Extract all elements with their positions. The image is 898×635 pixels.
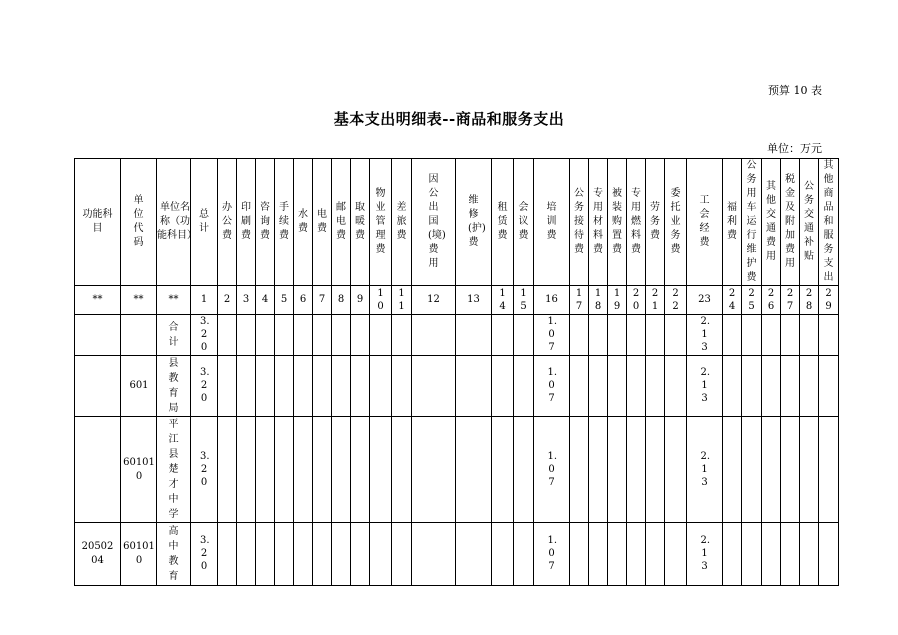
empty-cell (589, 356, 608, 417)
function-code-cell (75, 356, 121, 417)
empty-cell (589, 523, 608, 586)
header-cell-text: 单位名称（功能科目） (157, 202, 197, 241)
column-number-cell-text: 16 (545, 294, 558, 305)
empty-cell (351, 315, 370, 356)
training-fee-cell (534, 523, 570, 586)
unit-code-cell-text: 601010 (123, 456, 155, 482)
empty-cell (819, 523, 839, 586)
header-cell-text: 劳务费 (650, 202, 660, 241)
training-fee-cell-text: 1.07 (547, 535, 558, 572)
column-number-cell-text: 19 (613, 287, 621, 312)
function-code-cell (75, 417, 121, 523)
column-number-cell-text: 27 (786, 287, 794, 312)
empty-cell (762, 523, 781, 586)
column-number-cell-text: ** (133, 294, 144, 305)
empty-cell (723, 523, 742, 586)
header-cell-text: 取暖费 (355, 202, 365, 241)
unit-code-cell (121, 315, 157, 356)
header-cell (742, 159, 762, 286)
column-number-cell (800, 286, 819, 315)
empty-cell (608, 417, 627, 523)
header-cell-text: 工会经费 (699, 195, 710, 248)
header-cell-text: 维修(护)费 (468, 195, 486, 248)
empty-cell (800, 523, 819, 586)
column-number-cell-text: 3 (242, 294, 250, 305)
empty-cell (646, 315, 665, 356)
empty-cell (392, 315, 412, 356)
table-row (75, 417, 839, 523)
empty-cell (514, 356, 534, 417)
header-cell (762, 159, 781, 286)
empty-cell (819, 356, 839, 417)
empty-cell (492, 315, 514, 356)
empty-cell (332, 356, 351, 417)
empty-cell (456, 315, 492, 356)
empty-cell (608, 356, 627, 417)
empty-cell (723, 356, 742, 417)
empty-cell (392, 356, 412, 417)
total-cell-text: 3.20 (200, 316, 210, 353)
empty-cell (275, 417, 294, 523)
column-number-cell (456, 286, 492, 315)
empty-cell (370, 315, 392, 356)
header-cell-text: 租赁费 (497, 202, 508, 241)
column-number-cell (256, 286, 275, 315)
header-cell (492, 159, 514, 286)
header-cell (412, 159, 456, 286)
empty-cell (589, 417, 608, 523)
header-cell-text: 电费 (317, 209, 327, 234)
column-number-cell (514, 286, 534, 315)
empty-cell (456, 523, 492, 586)
empty-cell (742, 315, 762, 356)
training-fee-cell (534, 315, 570, 356)
empty-cell (218, 523, 237, 586)
header-cell-text: 专用燃料费 (631, 188, 641, 255)
header-cell-text: 福利费 (727, 202, 737, 241)
total-cell-text: 3.20 (200, 367, 210, 404)
unit-code-cell (121, 417, 157, 523)
empty-cell (492, 523, 514, 586)
unit-name-cell-text: 县教育局 (168, 358, 179, 414)
column-number-cell-text: 15 (520, 287, 527, 312)
empty-cell (237, 356, 256, 417)
column-number-cell-text: 20 (632, 287, 640, 312)
empty-cell (237, 315, 256, 356)
column-number-cell (646, 286, 665, 315)
training-fee-cell-text: 1.07 (547, 367, 558, 404)
column-number-cell-text: 29 (825, 287, 832, 312)
total-cell (191, 315, 218, 356)
header-cell (237, 159, 256, 286)
total-cell (191, 417, 218, 523)
unit-name-cell-text: 高中教育 (168, 526, 179, 582)
header-cell-text: 功能科目 (82, 209, 113, 234)
empty-cell (218, 315, 237, 356)
column-number-cell-text: 28 (805, 287, 813, 312)
empty-cell (256, 356, 275, 417)
header-cell-text: 物业管理费 (375, 188, 386, 255)
union-fee-cell (687, 315, 723, 356)
empty-cell (370, 356, 392, 417)
union-fee-cell (687, 356, 723, 417)
column-number-cell-text: 8 (337, 294, 345, 305)
union-fee-cell-text: 2.13 (700, 316, 711, 353)
empty-cell (492, 417, 514, 523)
table-row (75, 523, 839, 586)
union-fee-cell-text: 2.13 (700, 450, 711, 488)
training-fee-cell (534, 356, 570, 417)
union-fee-cell (687, 523, 723, 586)
empty-cell (294, 417, 313, 523)
empty-cell (256, 315, 275, 356)
unit-label: 单位：万元 (767, 142, 822, 155)
empty-cell (742, 356, 762, 417)
empty-cell (294, 523, 313, 586)
column-number-cell (762, 286, 781, 315)
column-number-cell-text: 1 (200, 294, 208, 305)
column-number-cell-text: 9 (356, 294, 364, 305)
empty-cell (646, 356, 665, 417)
column-number-cell (492, 286, 514, 315)
header-cell (256, 159, 275, 286)
empty-cell (570, 356, 589, 417)
empty-cell (351, 523, 370, 586)
empty-cell (256, 523, 275, 586)
empty-cell (392, 523, 412, 586)
empty-cell (589, 315, 608, 356)
empty-cell (370, 523, 392, 586)
empty-cell (275, 523, 294, 586)
empty-cell (514, 315, 534, 356)
header-cell (534, 159, 570, 286)
header-cell-text: 水费 (298, 209, 308, 234)
column-number-cell (370, 286, 392, 315)
header-cell-text: 会议费 (518, 202, 529, 241)
header-cell (514, 159, 534, 286)
header-cell (800, 159, 819, 286)
empty-cell (313, 417, 332, 523)
column-number-cell (332, 286, 351, 315)
empty-cell (646, 523, 665, 586)
header-cell (332, 159, 351, 286)
column-number-cell-text: 12 (427, 294, 440, 305)
empty-cell (294, 356, 313, 417)
form-number: 预算 10 表 (768, 84, 822, 97)
column-number-cell (665, 286, 687, 315)
empty-cell (627, 523, 646, 586)
unit-code-cell-text: 601010 (123, 541, 155, 566)
training-fee-cell-text: 1.07 (547, 450, 558, 488)
table-row (75, 356, 839, 417)
header-cell (570, 159, 589, 286)
column-number-cell (570, 286, 589, 315)
column-number-cell (275, 286, 294, 315)
unit-code-cell (121, 523, 157, 586)
header-cell (275, 159, 294, 286)
empty-cell (665, 315, 687, 356)
empty-cell (514, 523, 534, 586)
empty-cell (608, 523, 627, 586)
empty-cell (275, 356, 294, 417)
empty-cell (392, 417, 412, 523)
column-number-cell (191, 286, 218, 315)
header-cell-text: 专用材料费 (593, 188, 603, 255)
empty-cell (313, 523, 332, 586)
header-cell-text: 印刷费 (241, 202, 251, 241)
column-number-cell-text: 25 (748, 287, 755, 312)
header-cell-text: 手续费 (279, 202, 289, 241)
header-cell (191, 159, 218, 286)
empty-cell (762, 356, 781, 417)
function-code-cell-text: 2050204 (81, 541, 114, 566)
header-cell (121, 159, 157, 286)
function-code-cell (75, 315, 121, 356)
header-cell-text: 办公费 (222, 202, 232, 241)
empty-cell (370, 417, 392, 523)
header-cell (665, 159, 687, 286)
column-number-cell-text: 2 (223, 294, 231, 305)
header-cell (627, 159, 646, 286)
column-number-cell-text: 13 (467, 294, 480, 305)
empty-cell (665, 523, 687, 586)
empty-cell (412, 356, 456, 417)
header-cell-text: 总计 (199, 209, 209, 234)
header-cell (589, 159, 608, 286)
header-cell (157, 159, 197, 286)
function-code-cell (75, 523, 121, 586)
union-fee-cell (687, 417, 723, 523)
empty-cell (781, 315, 800, 356)
header-cell (608, 159, 627, 286)
empty-cell (800, 315, 819, 356)
total-cell-text: 3.20 (200, 535, 210, 572)
empty-cell (294, 315, 313, 356)
header-cell (687, 159, 723, 286)
unit-name-cell (157, 417, 191, 523)
empty-cell (570, 523, 589, 586)
header-cell-text: 公务交通补贴 (804, 181, 814, 262)
header-cell-text: 公务接待费 (574, 188, 584, 255)
expense-detail-table (74, 158, 839, 586)
header-cell (819, 159, 839, 286)
header-cell-text: 单位代码 (133, 195, 144, 248)
empty-cell (762, 315, 781, 356)
column-number-cell (392, 286, 412, 315)
header-cell (351, 159, 370, 286)
empty-cell (412, 523, 456, 586)
header-cell-text: 被装购置费 (612, 188, 622, 255)
empty-cell (665, 356, 687, 417)
column-number-cell (412, 286, 456, 315)
union-fee-cell-text: 2.13 (700, 367, 711, 404)
empty-cell (819, 315, 839, 356)
header-cell (723, 159, 742, 286)
header-cell-text: 公务用车运行维护费 (746, 160, 757, 283)
empty-cell (237, 417, 256, 523)
empty-cell (762, 417, 781, 523)
empty-cell (456, 417, 492, 523)
column-number-cell-text: 21 (651, 287, 659, 312)
column-number-cell-text: 14 (499, 287, 506, 312)
column-number-cell (781, 286, 800, 315)
column-number-cell-text: 10 (377, 287, 384, 312)
column-number-cell-text: ** (92, 294, 103, 305)
column-number-cell (627, 286, 646, 315)
column-number-cell-text: 7 (318, 294, 326, 305)
empty-cell (570, 315, 589, 356)
column-number-cell-text: 24 (728, 287, 736, 312)
header-cell (781, 159, 800, 286)
header-cell (218, 159, 237, 286)
empty-cell (742, 523, 762, 586)
empty-cell (412, 315, 456, 356)
total-cell (191, 356, 218, 417)
header-cell-text: 邮电费 (336, 202, 346, 241)
empty-cell (723, 417, 742, 523)
column-number-cell-text: 5 (280, 294, 288, 305)
empty-cell (351, 356, 370, 417)
header-cell-text: 其他交通费用 (766, 181, 776, 262)
empty-cell (332, 417, 351, 523)
unit-name-cell-text: 合计 (168, 322, 179, 348)
header-cell-text: 其他商品和服务支出 (823, 160, 834, 283)
column-number-cell (819, 286, 839, 315)
empty-cell (456, 356, 492, 417)
empty-cell (492, 356, 514, 417)
empty-cell (627, 315, 646, 356)
column-number-cell-text: 6 (299, 294, 307, 305)
header-cell-text: 培训费 (546, 202, 557, 241)
column-number-cell (351, 286, 370, 315)
header-cell (646, 159, 665, 286)
column-number-cell-text: 22 (672, 287, 679, 312)
unit-code-cell-text: 601 (129, 380, 149, 391)
empty-cell (781, 523, 800, 586)
column-number-cell (742, 286, 762, 315)
empty-cell (819, 417, 839, 523)
header-cell (456, 159, 492, 286)
column-number-cell (534, 286, 570, 315)
column-number-cell (589, 286, 608, 315)
column-number-cell (237, 286, 256, 315)
empty-cell (412, 417, 456, 523)
column-number-cell-text: ** (168, 294, 179, 305)
column-number-cell-text: 11 (398, 287, 405, 312)
empty-cell (608, 315, 627, 356)
column-number-cell-text: 4 (261, 294, 269, 305)
column-number-cell (157, 286, 191, 315)
empty-cell (781, 356, 800, 417)
total-cell (191, 523, 218, 586)
header-cell-text: 因公出国(境)费用 (428, 174, 446, 269)
column-number-cell (723, 286, 742, 315)
header-cell (294, 159, 313, 286)
empty-cell (237, 523, 256, 586)
column-number-cell-text: 18 (594, 287, 602, 312)
unit-name-cell (157, 523, 191, 586)
empty-cell (313, 315, 332, 356)
table-row (75, 315, 839, 356)
column-number-cell-text: 26 (767, 287, 775, 312)
empty-cell (781, 417, 800, 523)
column-number-cell-text: 23 (698, 294, 711, 305)
header-cell-text: 税金及附加费用 (785, 174, 795, 269)
header-cell-text: 咨询费 (260, 202, 270, 241)
column-number-cell (687, 286, 723, 315)
header-cell-text: 差旅费 (396, 202, 407, 241)
empty-cell (256, 417, 275, 523)
empty-cell (627, 417, 646, 523)
empty-cell (332, 315, 351, 356)
unit-name-cell (157, 356, 191, 417)
header-cell (370, 159, 392, 286)
empty-cell (723, 315, 742, 356)
training-fee-cell-text: 1.07 (547, 316, 558, 353)
empty-cell (514, 417, 534, 523)
header-cell (313, 159, 332, 286)
union-fee-cell-text: 2.13 (700, 535, 711, 572)
empty-cell (332, 523, 351, 586)
header-cell (75, 159, 121, 286)
header-cell-text: 委托业务费 (670, 188, 681, 255)
empty-cell (742, 417, 762, 523)
empty-cell (218, 356, 237, 417)
unit-name-cell (157, 315, 191, 356)
empty-cell (627, 356, 646, 417)
empty-cell (570, 417, 589, 523)
column-number-cell-text: 17 (575, 287, 583, 312)
column-number-cell (294, 286, 313, 315)
unit-name-cell-text: 平江县楚才中学 (168, 419, 179, 520)
empty-cell (665, 417, 687, 523)
empty-cell (351, 417, 370, 523)
unit-code-cell (121, 356, 157, 417)
empty-cell (800, 417, 819, 523)
page-title: 基本支出明细表--商品和服务支出 (333, 110, 565, 128)
empty-cell (646, 417, 665, 523)
column-number-cell (313, 286, 332, 315)
total-cell-text: 3.20 (200, 450, 210, 488)
empty-cell (313, 356, 332, 417)
column-number-cell (608, 286, 627, 315)
column-number-cell (121, 286, 157, 315)
empty-cell (275, 315, 294, 356)
column-number-cell (75, 286, 121, 315)
training-fee-cell (534, 417, 570, 523)
header-cell (392, 159, 412, 286)
column-number-cell (218, 286, 237, 315)
empty-cell (800, 356, 819, 417)
empty-cell (218, 417, 237, 523)
